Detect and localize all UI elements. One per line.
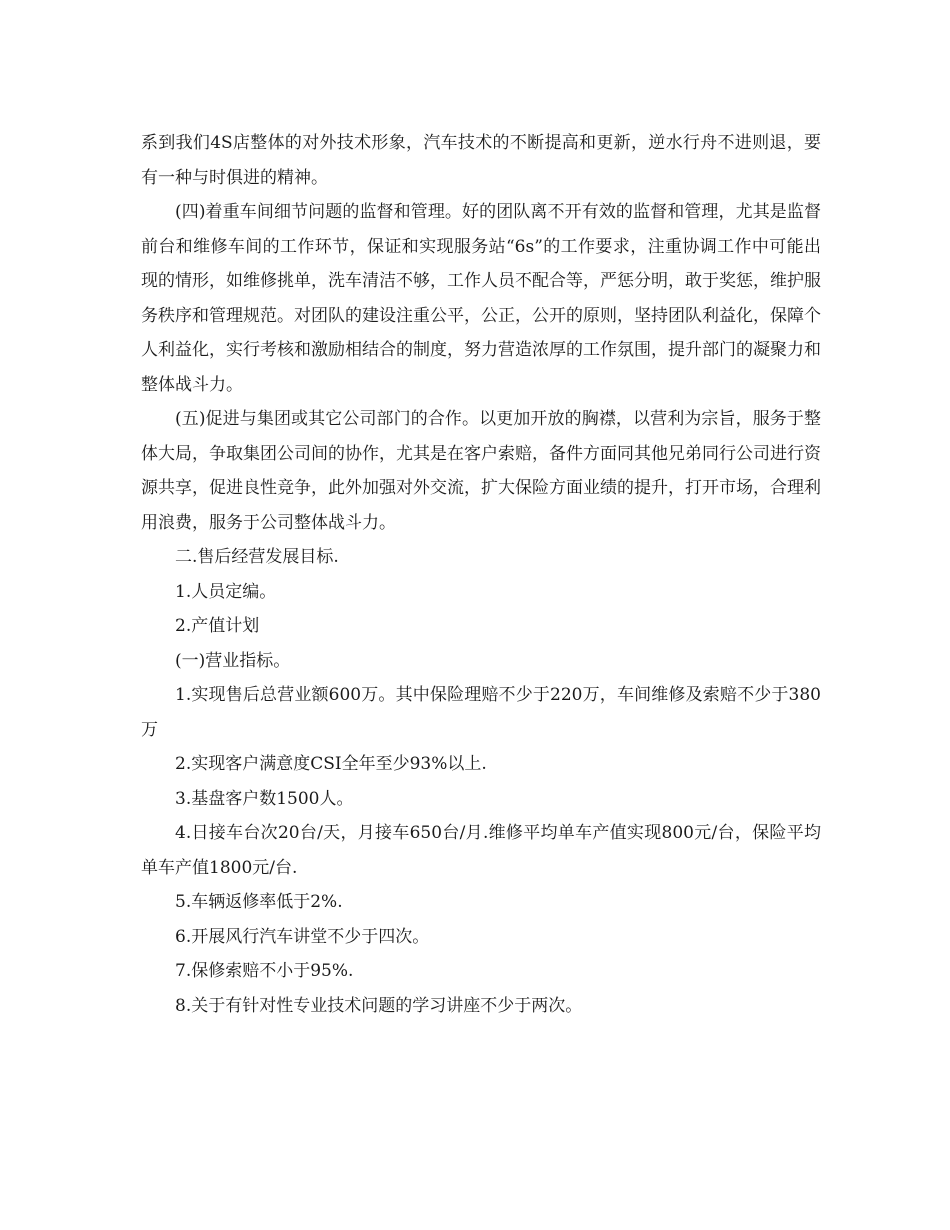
document-body: [141, 126, 821, 1023]
list-item: 4.日接车台次20台/天，月接车650台/月.维修平均单车产值实现800元/台，保险平均单车产值1800元/台.: [141, 823, 821, 878]
subheading-business-indicators: (一)营业指标。: [175, 650, 291, 671]
paragraph-section-five: (五)促进与集团或其它公司部门的合作。以更加开放的胸襟，以营利为宗旨，服务于整体大局，争取集团公司间的协作，尤其是在客户索赔，备件方面同其他兄弟同行公司进行资源共享，促进良性竞争，此外加强对外交流，扩大保险方面业绩的提升，打开市场，合理利用浪费，服务于公司整体战斗力。: [141, 409, 821, 533]
list-item: 7.保修索赔不小于95%.: [175, 961, 354, 981]
list-item: 6.开展风行汽车讲堂不少于四次。: [175, 926, 430, 947]
list-item: 5.车辆返修率低于2%.: [175, 892, 343, 912]
list-item: 3.基盘客户数1500人。: [175, 788, 354, 809]
list-item: 1.人员定编。: [175, 581, 277, 602]
heading-goals: 二.售后经营发展目标.: [175, 547, 339, 567]
paragraph-continuation: 系到我们4S店整体的对外技术形象，汽车技术的不断提高和更新，逆水行舟不进则退，要有一种与时俱进的精神。: [141, 133, 821, 188]
list-item: 8.关于有针对性专业技术问题的学习讲座不少于两次。: [175, 995, 583, 1016]
paragraph-section-four: (四)着重车间细节问题的监督和管理。好的团队离不开有效的监督和管理，尤其是监督前台和维修车间的工作环节，保证和实现服务站“6s”的工作要求，注重协调工作中可能出现的情形，如维修挑单，洗车清洁不够，工作人员不配合等，严惩分明，敢于奖惩，维护服务秩序和管理规范。对团队的建设注重公平，公正，公开的原则，坚持团队利益化，保障个人利益化，实行考核和激励相结合的制度，努力营造浓厚的工作氛围，提升部门的凝聚力和整体战斗力。: [141, 202, 821, 395]
list-item: 2.实现客户满意度CSI全年至少93%以上.: [175, 754, 487, 774]
list-item: 1.实现售后总营业额600万。其中保险理赔不少于220万，车间维修及索赔不少于380万: [141, 685, 821, 740]
list-item: 2.产值计划: [175, 616, 260, 636]
